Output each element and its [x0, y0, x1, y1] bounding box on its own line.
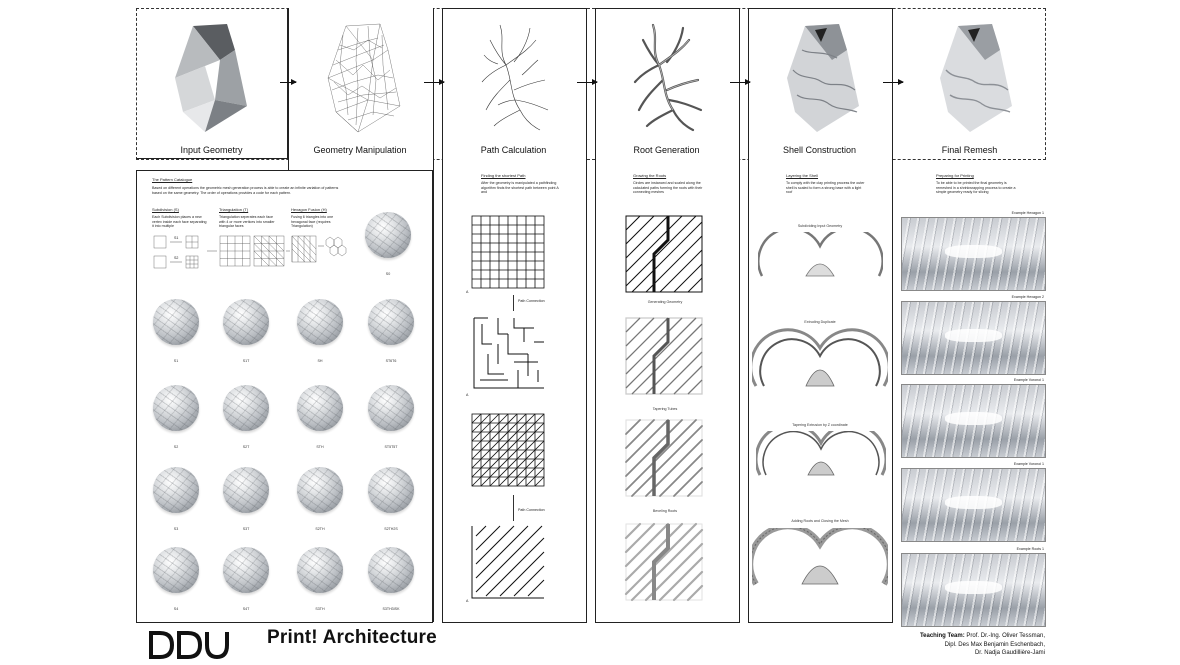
pattern-sphere-label: S2T	[242, 445, 250, 449]
pattern-sphere-label: S1	[173, 359, 179, 363]
root-generation-figure	[623, 20, 713, 135]
pattern-sphere-label: ST5T5T	[384, 445, 398, 449]
shell-diagram-3	[756, 431, 886, 476]
remesh-example-label: Example Voronoi 1	[1013, 378, 1044, 382]
pattern-sphere	[368, 385, 414, 431]
pattern-sphere	[223, 547, 269, 593]
pattern-sphere	[297, 467, 343, 513]
stage-title-geometry-manipulation: Geometry Manipulation	[313, 145, 407, 155]
path-connection-1: Path Connection	[518, 299, 545, 303]
stage-title-final-remesh: Final Remesh	[941, 145, 998, 155]
sphere-s0	[365, 212, 411, 258]
arrow-2	[424, 82, 444, 83]
pattern-sphere	[223, 467, 269, 513]
pattern-sphere	[223, 299, 269, 345]
roots-label-1: Generating Geometry	[647, 300, 683, 304]
path-text: After the geometry is manipulated a pathfinding algorithm finds the shortest path between point A and	[481, 181, 559, 195]
teaching-team	[900, 632, 1045, 658]
pattern-sphere-label: S4T	[242, 607, 250, 611]
team-label: Teaching Team:	[919, 633, 965, 639]
pattern-sphere-label: S3TH3ISK	[382, 607, 400, 611]
arrow-3	[577, 82, 597, 83]
team-line-3: Dr. Nadja Gaudillière-Jami	[974, 650, 1045, 656]
roots-label-3: Beveling Roots	[652, 509, 678, 513]
remesh-text: To be able to be printed the final geometry is remeshed in a shrinkwrapping process to create a simple geometry ready for slicing	[936, 181, 1016, 195]
point-a-3: A	[466, 599, 469, 603]
pattern-sphere-label: SH	[317, 359, 323, 363]
team-line-1: Prof. Dr.-Ing. Oliver Tessman,	[966, 633, 1045, 639]
pattern-sphere-label: S3TH	[315, 607, 325, 611]
remesh-head: Preparing for Printing	[936, 173, 974, 178]
shell-text: To comply with the clay printing process the outer shell is scaled to form a strong base with a light roof	[786, 181, 865, 195]
shell-head: Layering the Shell	[786, 173, 819, 178]
op-label-s1: S1	[174, 236, 179, 240]
team-line-2: Dipl. Des Max Benjamin Eschenbach,	[944, 641, 1045, 648]
pattern-sphere-label: ST6T6	[385, 359, 397, 363]
roots-diagram-1	[624, 214, 704, 294]
shell-label-3: Tapering Extrusion by Z coordinate	[792, 423, 848, 427]
pattern-sphere	[153, 467, 199, 513]
path-head: Finding the shortest Path	[481, 173, 526, 178]
remesh-example-label: Example Hexagon 1	[1011, 211, 1044, 215]
grid-diagram-1	[468, 214, 548, 294]
roots-head: Growing the Roots	[633, 173, 667, 178]
pattern-sphere-label: S2TH2S	[384, 527, 398, 531]
roots-diagram-2	[624, 316, 704, 396]
footer-title: Print! Architecture	[267, 627, 437, 648]
shell-diagram-1	[758, 232, 883, 277]
conn-line-2	[513, 495, 514, 521]
point-a-1: A	[466, 290, 469, 294]
shell-label-1: Subdividing Input Geometry	[797, 224, 843, 228]
pattern-sphere-label: S4	[173, 607, 179, 611]
hexagon-fusion-text: Fusing 6 triangles into one hexagonal face (requires Triangulation)	[291, 215, 334, 229]
remesh-example-render	[901, 217, 1046, 291]
triangulation-text: Triangulation seperates each face with 4 or more vertices into smaller triangular faces	[219, 215, 275, 229]
path-connection-2: Path Connection	[518, 508, 545, 512]
ddu-logo	[148, 630, 230, 660]
stage-title-root-generation: Root Generation	[633, 145, 700, 155]
hexagon-fusion-head: Hexagon Fusion (H)	[291, 207, 327, 212]
pattern-sphere-label: S2	[173, 445, 179, 449]
remesh-example-render	[901, 553, 1046, 627]
roots-diagram-4	[624, 522, 704, 602]
remesh-example-label: Example Voronoi 1	[1013, 462, 1044, 466]
pattern-sphere	[368, 467, 414, 513]
remesh-example-render	[901, 468, 1046, 542]
pattern-sphere	[153, 385, 199, 431]
roots-diagram-3	[624, 418, 704, 498]
pattern-sphere	[297, 385, 343, 431]
pattern-sphere-label: S3	[173, 527, 179, 531]
pattern-sphere	[368, 547, 414, 593]
stage-title-shell-construction: Shell Construction	[782, 145, 857, 155]
shell-construction-figure	[777, 20, 867, 135]
operation-diagrams	[150, 232, 350, 272]
pattern-sphere	[223, 385, 269, 431]
conn-line-1	[513, 295, 514, 311]
catalogue-title: The Pattern Catalogue	[152, 177, 193, 182]
pattern-sphere	[297, 547, 343, 593]
pattern-sphere-label: STH	[316, 445, 324, 449]
subdivision-head: Subdivision (S)	[152, 207, 179, 212]
catalogue-intro: Based on different operations the geometric mesh generation process is able to create an infinite variation of patterns based on the same geometry. The order of operations provides a code for each pattern.	[152, 186, 339, 195]
shell-diagram-2	[752, 328, 888, 388]
roots-label-2: Tapering Tubes	[652, 407, 678, 411]
shell-label-2: Extruding Duplicate	[804, 320, 836, 324]
geometry-manipulation-figure	[318, 20, 408, 135]
remesh-example-label: Example Roots 1	[1016, 547, 1044, 551]
pattern-sphere-label: S1T	[242, 359, 250, 363]
pattern-sphere	[297, 299, 343, 345]
pattern-sphere	[153, 547, 199, 593]
pattern-sphere	[153, 299, 199, 345]
arrow-4	[730, 82, 750, 83]
shell-diagram-4	[752, 528, 888, 586]
sphere-label-s0: S0	[385, 272, 391, 276]
remesh-example-label: Example Hexagon 2	[1011, 295, 1044, 299]
maze-diagram	[468, 314, 548, 394]
arrow-5	[883, 82, 903, 83]
shell-label-4: Adding Roots and Closing the Mesh	[791, 519, 849, 523]
path-calculation-figure	[470, 20, 560, 135]
triangulation-head: Triangulation (T)	[219, 207, 249, 212]
remesh-example-render	[901, 301, 1046, 375]
final-remesh-figure	[930, 20, 1020, 135]
triangulated-grid-diagram	[468, 412, 548, 492]
arrow-1	[280, 82, 296, 83]
input-geometry-figure	[165, 20, 255, 135]
remesh-example-render	[901, 384, 1046, 458]
subdivision-text: Each Subdivision places a new vertex inside each face separating it into multiple	[152, 215, 207, 229]
diagonal-path-diagram-1	[468, 524, 548, 604]
pattern-sphere-label: S3T	[242, 527, 250, 531]
pattern-sphere	[368, 299, 414, 345]
roots-text: Circles are instanced and scaled along the calculated paths forming the roots with their connecting meshes	[633, 181, 703, 195]
ddu-logo-mark	[148, 630, 230, 660]
op-label-s2: S2	[174, 256, 179, 260]
pattern-sphere-label: S2TH	[315, 527, 325, 531]
stage-title-path-calculation: Path Calculation	[480, 145, 547, 155]
stage-title-input-geometry: Input Geometry	[180, 145, 243, 155]
point-a-2: A	[466, 393, 469, 397]
